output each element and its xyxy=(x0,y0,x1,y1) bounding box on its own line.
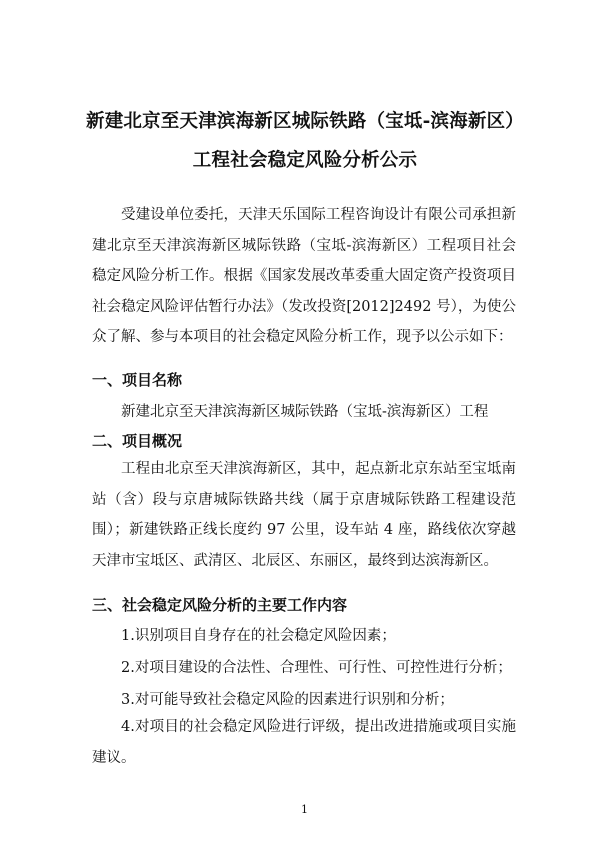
work-item-2: 2.对项目建设的合法性、合理性、可行性、可控性进行分析； xyxy=(121,660,512,676)
document-title-line-1: 新建北京至天津滨海新区城际铁路（宝坻-滨海新区） xyxy=(86,111,524,132)
work-item-1: 1.识别项目自身存在的社会稳定风险因素； xyxy=(121,628,396,644)
work-item-3: 3.对可能导致社会稳定风险的因素进行识别和分析； xyxy=(121,692,454,708)
project-overview-paragraph: 工程由北京至天津滨海新区，其中，起点新北京东站至宝坻南站（含）段与京唐城际铁路共线（属于京唐城际铁路工程建设范围）；新建铁路正线长度约 97 公里，设车站 4 座，路线依次穿越天津市宝坻区、武清区、北辰区、东丽区，最终到达滨海新区。 xyxy=(92,461,516,569)
section-heading-project-name: 一、项目名称 xyxy=(92,371,183,389)
project-name-text: 新建北京至天津滨海新区城际铁路（宝坻-滨海新区）工程 xyxy=(121,404,489,420)
work-item-4: 4.对项目的社会稳定风险进行评级，提出改进措施或项目实施建议。 xyxy=(92,719,516,766)
intro-paragraph: 受建设单位委托，天津天乐国际工程咨询设计有限公司承担新建北京至天津滨海新区城际铁路（宝坻-滨海新区）工程项目社会稳定风险分析工作。根据《国家发展改革委重大固定资产投资项目社会稳定风险评估暂行办法》（发改投资[2012]2492 号），为使公众了解、参与本项目的社会稳定风险分析工作，现予以公示如下： xyxy=(92,207,516,345)
section-heading-work-content: 三、社会稳定风险分析的主要工作内容 xyxy=(92,596,348,614)
document-title-line-2: 工程社会稳定风险分析公示 xyxy=(192,150,418,171)
section-heading-project-overview: 二、项目概况 xyxy=(92,432,183,450)
page-number: 1 xyxy=(301,803,308,816)
